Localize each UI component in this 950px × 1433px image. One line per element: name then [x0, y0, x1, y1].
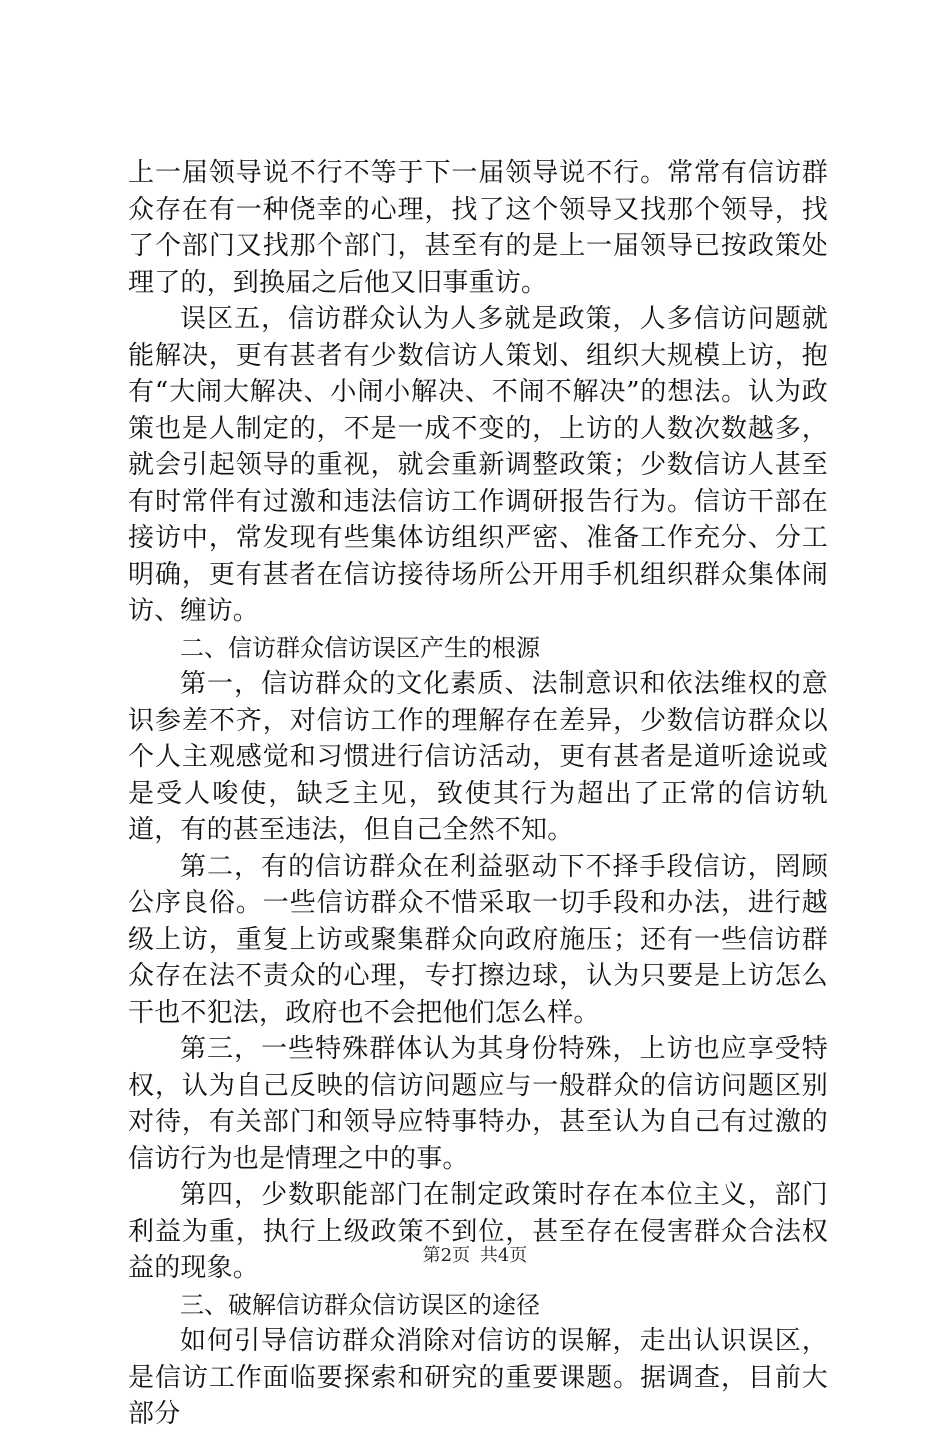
paragraph-continuation: 上一届领导说不行不等于下一届领导说不行。常常有信访群众存在有一种侥幸的心理，找了这个领导又找那个领导，找了个部门又找那个部门，甚至有的是上一届领导已按政策处理了的，到换届之后他又旧事重访。: [128, 158, 828, 298]
paragraph-misconception-five: 误区五，信访群众认为人多就是政策，人多信访问题就能解决，更有甚者有少数信访人策划、组织大规模上访，抱有“大闹大解决、小闹小解决、不闹不解决”的想法。认为政策也是人制定的，不是一成不变的，上访的人数次数越多，就会引起领导的重视，就会重新调整政策；少数信访人甚至有时常伴有过激和违法信访工作调研报告行为。信访干部在接访中，常发现有些集体访组织严密、准备工作充分、分工明确，更有甚者在信访接待场所公开用手机组织群众集体闹访、缠访。: [128, 304, 828, 626]
section-heading-three: 三、破解信访群众信访误区的途径: [180, 1290, 540, 1319]
section-heading-two: 二、信访群众信访误区产生的根源: [180, 633, 540, 662]
paragraph-solution-intro: 如何引导信访群众消除对信访的误解，走出认识误区，是信访工作面临要探索和研究的重要课题。据调查，目前大部分: [128, 1326, 828, 1429]
page-number: 第2页: [422, 1245, 471, 1266]
page-footer: [0, 1241, 950, 1267]
page-total: 共4页: [479, 1245, 528, 1266]
paragraph-cause-one: 第一，信访群众的文化素质、法制意识和依法维权的意识参差不齐，对信访工作的理解存在差异，少数信访群众以个人主观感觉和习惯进行信访活动，更有甚者是道听途说或是受人唆使，缺乏主见，致使其行为超出了正常的信访轨道，有的甚至违法，但自己全然不知。: [128, 669, 828, 845]
paragraph-cause-three: 第三，一些特殊群体认为其身份特殊，上访也应享受特权，认为自己反映的信访问题应与一般群众的信访问题区别对待，有关部门和领导应特事特办，甚至认为自己有过激的信访行为也是情理之中的事。: [128, 1034, 828, 1174]
paragraph-cause-two: 第二，有的信访群众在利益驱动下不择手段信访，罔顾公序良俗。一些信访群众不惜采取一切手段和办法，进行越级上访，重复上访或聚集群众向政府施压；还有一些信访群众存在法不责众的心理，专打擦边球，认为只要是上访怎么干也不犯法，政府也不会把他们怎么样。: [128, 851, 828, 1028]
paragraph-cause-four: 第四，少数职能部门在制定政策时存在本位主义，部门利益为重，执行上级政策不到位，甚至存在侵害群众合法权益的现象。: [128, 1180, 828, 1283]
